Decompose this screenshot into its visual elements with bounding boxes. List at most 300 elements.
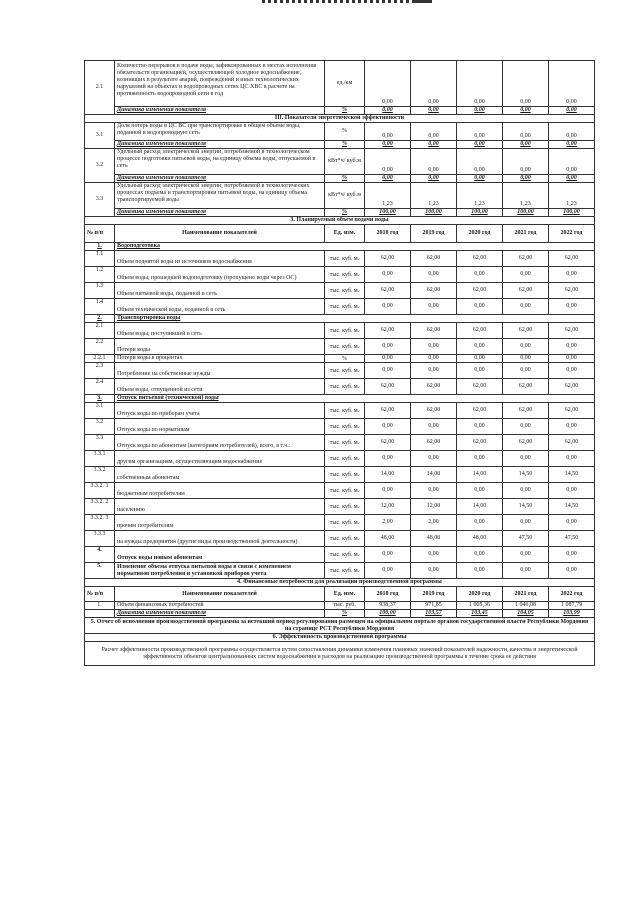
unit-cell: тыс. куб. м. bbox=[325, 467, 365, 483]
value-cell: 0,00 bbox=[457, 61, 503, 107]
table-row bbox=[85, 175, 595, 183]
value-cell: 0,00 bbox=[503, 563, 549, 579]
value-cell: 0,00 bbox=[549, 107, 595, 115]
value-cell: 62,00 bbox=[411, 435, 457, 451]
value-cell: 0,00 bbox=[457, 363, 503, 379]
table-row bbox=[85, 283, 595, 299]
value-cell: 62,00 bbox=[457, 251, 503, 267]
value-cell: 0,00 bbox=[503, 451, 549, 467]
value-cell: 0,00 bbox=[503, 175, 549, 183]
value-cell: 14,50 bbox=[503, 499, 549, 515]
row-number: 1. bbox=[85, 243, 115, 251]
value-cell: 0,00 bbox=[549, 61, 595, 107]
value-cell: 62,00 bbox=[503, 251, 549, 267]
indicator-name: бюджетным потребителям bbox=[115, 483, 325, 499]
table-row bbox=[85, 610, 595, 618]
scan-mark bbox=[412, 0, 432, 3]
table-row bbox=[85, 225, 595, 243]
table-row bbox=[85, 602, 595, 610]
unit-cell: тыс. куб. м. bbox=[325, 531, 365, 547]
row-number: 3.3.2 bbox=[85, 467, 115, 483]
value-cell: 0,00 bbox=[503, 61, 549, 107]
table-row bbox=[85, 618, 595, 634]
row-number: 3.3.2. 1 bbox=[85, 483, 115, 499]
value-cell: 14,00 bbox=[457, 499, 503, 515]
table-row bbox=[85, 395, 595, 403]
indicator-name: собственным абонентам bbox=[115, 467, 325, 483]
value-cell: 0,00 bbox=[365, 61, 411, 107]
value-cell: 0,00 bbox=[503, 515, 549, 531]
unit-cell: тыс. куб. м. bbox=[325, 451, 365, 467]
value-cell: 100,00 bbox=[549, 209, 595, 217]
value-cell: 0,00 bbox=[365, 355, 411, 363]
value-cell: 0,00 bbox=[457, 107, 503, 115]
unit-cell: тыс. куб. м. bbox=[325, 515, 365, 531]
value-cell: 47,50 bbox=[549, 531, 595, 547]
row-number: 1. bbox=[85, 602, 115, 610]
section-title: 3. Планируемый объем подачи воды bbox=[85, 217, 595, 225]
efficiency-paragraph: Расчет эффективности производственной программы осуществляется путем сопоставления динамики изменения плановых значений показателей надежности, качества и энергетической эффективности объектов централизованных систем водоснабжения и расходов на реализацию производственной программы в течение срока ее действия bbox=[85, 642, 595, 666]
indicator-name: Объем технической воды, поданной в сеть bbox=[115, 299, 325, 315]
value-cell: 0,00 bbox=[365, 141, 411, 149]
indicator-name: Объем воды, поступившей в сеть bbox=[115, 323, 325, 339]
row-number: 3.3.2. 2 bbox=[85, 499, 115, 515]
value-cell: 0,00 bbox=[411, 149, 457, 175]
row-number: 3.2 bbox=[85, 419, 115, 435]
value-cell: 62,00 bbox=[365, 403, 411, 419]
value-cell: 0,00 bbox=[503, 141, 549, 149]
value-cell: 62,00 bbox=[365, 323, 411, 339]
value-cell: 0,00 bbox=[457, 267, 503, 283]
dynamics-label: Динамика изменения показателя bbox=[115, 209, 325, 217]
row-number: 3.3.3 bbox=[85, 531, 115, 547]
table-row bbox=[85, 483, 595, 499]
row-number: 3.2 bbox=[85, 149, 115, 183]
table-row bbox=[85, 251, 595, 267]
row-number: 2.3 bbox=[85, 363, 115, 379]
value-cell: 0,00 bbox=[457, 563, 503, 579]
value-cell: 2,00 bbox=[365, 515, 411, 531]
table-row bbox=[85, 531, 595, 547]
value-cell: 0,00 bbox=[457, 355, 503, 363]
row-number: 5. bbox=[85, 563, 115, 579]
value-cell: 0,00 bbox=[365, 175, 411, 183]
table-row bbox=[85, 642, 595, 666]
value-cell: 62,00 bbox=[457, 379, 503, 395]
dynamics-label: Динамика изменения показателя bbox=[115, 107, 325, 115]
value-cell: 62,00 bbox=[503, 379, 549, 395]
indicator-name: Отпуск воды новым абонентам bbox=[115, 547, 325, 563]
value-cell: 62,00 bbox=[365, 379, 411, 395]
row-number: 3.3.1 bbox=[85, 451, 115, 467]
table-row bbox=[85, 217, 595, 225]
value-cell: 0,00 bbox=[411, 267, 457, 283]
table-row bbox=[85, 403, 595, 419]
value-cell: 0,00 bbox=[365, 363, 411, 379]
row-number: 2.1 bbox=[85, 61, 115, 115]
value-cell: 0,00 bbox=[549, 267, 595, 283]
value-cell: 0,00 bbox=[549, 451, 595, 467]
group-title: Отпуск питьевой (технической) воды bbox=[115, 395, 595, 403]
value-cell: 0,00 bbox=[549, 123, 595, 141]
value-cell: 1,23 bbox=[549, 183, 595, 209]
table-row bbox=[85, 183, 595, 209]
unit-cell: ед./км bbox=[325, 61, 365, 107]
value-cell: 0,00 bbox=[365, 483, 411, 499]
indicator-name: прочим потребителям bbox=[115, 515, 325, 531]
year-header: 2022 год bbox=[549, 587, 595, 602]
group-title: Транспортировка воды bbox=[115, 315, 595, 323]
table-row bbox=[85, 355, 595, 363]
value-cell: 938,37 bbox=[365, 602, 411, 610]
value-cell: 62,00 bbox=[549, 323, 595, 339]
value-cell: 0,00 bbox=[457, 175, 503, 183]
value-cell: 62,00 bbox=[503, 435, 549, 451]
value-cell: 0,00 bbox=[411, 123, 457, 141]
value-cell: 14,50 bbox=[549, 467, 595, 483]
row-number: 1.2 bbox=[85, 267, 115, 283]
value-cell: 0,00 bbox=[411, 563, 457, 579]
value-cell: 2,00 bbox=[411, 515, 457, 531]
value-cell: 0,00 bbox=[549, 339, 595, 355]
value-cell: 0,00 bbox=[411, 339, 457, 355]
indicator-name: Удельный расход электрической энергии, потребляемой в технологических процессах подъема и транспортировки питьевой воды, на единицу объема транспортируемой воды bbox=[115, 183, 325, 209]
indicator-name: Потребление на собственные нужды bbox=[115, 363, 325, 379]
table-row bbox=[85, 515, 595, 531]
value-cell: 103,45 bbox=[457, 610, 503, 618]
value-cell: 62,00 bbox=[549, 283, 595, 299]
header-cell: № п/п bbox=[85, 225, 115, 243]
indicator-name: Отпуск воды по приборам учета bbox=[115, 403, 325, 419]
group-title: Водоподготовка bbox=[115, 243, 595, 251]
value-cell: 0,00 bbox=[503, 149, 549, 175]
table-row bbox=[85, 451, 595, 467]
value-cell: 0,00 bbox=[503, 419, 549, 435]
indicator-name: Количество перерывов в подаче воды, зафиксированных в местах исполнения обязательств организацией, осуществляющей холодное водоснабжение, возникших в результате аварий, повреждений и иных технологических нарушений на объектах и водопроводных сетях ЦС ХВС в расчете на протяженность водопроводной сети в год bbox=[115, 61, 325, 107]
value-cell: 0,00 bbox=[549, 299, 595, 315]
value-cell: 0,00 bbox=[411, 547, 457, 563]
value-cell: 0,00 bbox=[365, 123, 411, 141]
section-title: 4. Финансовые потребности для реализации производственной программы bbox=[85, 579, 595, 587]
value-cell: 0,00 bbox=[503, 355, 549, 363]
value-cell: 0,00 bbox=[411, 107, 457, 115]
indicator-name: Объем питьевой воды, поданной в сеть bbox=[115, 283, 325, 299]
section-title: 5. Отчет об исполнении производственной программы за истекший период регулирования размещен на официальном портале органов государственной власти Республики Мордовия на странице РСТ Республики Мордовия bbox=[85, 618, 595, 634]
value-cell: 14,00 bbox=[411, 467, 457, 483]
unit-cell: тыс. куб. м. bbox=[325, 267, 365, 283]
table-row bbox=[85, 563, 595, 579]
value-cell: 0,00 bbox=[411, 483, 457, 499]
value-cell: 0,00 bbox=[457, 419, 503, 435]
value-cell: 62,00 bbox=[457, 323, 503, 339]
row-number: 2.4 bbox=[85, 379, 115, 395]
unit-cell: % bbox=[325, 175, 365, 183]
value-cell: 0,00 bbox=[457, 299, 503, 315]
table-row bbox=[85, 435, 595, 451]
table-row bbox=[85, 363, 595, 379]
value-cell: 62,00 bbox=[365, 435, 411, 451]
row-number: 2.1 bbox=[85, 323, 115, 339]
value-cell: 0,00 bbox=[549, 355, 595, 363]
value-cell: 0,00 bbox=[549, 547, 595, 563]
indicator-name: на нужды предприятия (другие виды производственной деятельности) bbox=[115, 531, 325, 547]
value-cell: 0,00 bbox=[365, 267, 411, 283]
value-cell: 103,57 bbox=[411, 610, 457, 618]
unit-cell: тыс. куб. м. bbox=[325, 251, 365, 267]
value-cell: 62,00 bbox=[549, 435, 595, 451]
unit-cell: % bbox=[325, 209, 365, 217]
table-row bbox=[85, 123, 595, 141]
value-cell: 62,00 bbox=[549, 403, 595, 419]
table-row bbox=[85, 587, 595, 602]
value-cell: 62,00 bbox=[503, 283, 549, 299]
value-cell: 0,00 bbox=[411, 355, 457, 363]
value-cell: 0,00 bbox=[549, 483, 595, 499]
value-cell: 14,00 bbox=[365, 467, 411, 483]
value-cell: 0,00 bbox=[457, 547, 503, 563]
unit-cell: % bbox=[325, 355, 365, 363]
header-cell: Наименование показателей bbox=[115, 225, 325, 243]
row-number: 3.3.2. 3 bbox=[85, 515, 115, 531]
indicator-name: Объем воды, прошедшей водоподготовку (пропущено воды через ОС) bbox=[115, 267, 325, 283]
row-number: 2.2.1 bbox=[85, 355, 115, 363]
value-cell: 1,23 bbox=[365, 183, 411, 209]
value-cell: 0,00 bbox=[503, 483, 549, 499]
unit-cell: тыс. куб. м. bbox=[325, 363, 365, 379]
value-cell: 0,00 bbox=[549, 175, 595, 183]
program-table bbox=[84, 60, 595, 666]
value-cell: 1 087,79 bbox=[549, 602, 595, 610]
value-cell: 104,05 bbox=[503, 610, 549, 618]
table-row bbox=[85, 499, 595, 515]
value-cell: 1 005,36 bbox=[457, 602, 503, 610]
value-cell: 0,00 bbox=[365, 107, 411, 115]
value-cell: 0,00 bbox=[365, 149, 411, 175]
value-cell: 62,00 bbox=[365, 283, 411, 299]
value-cell: 1,23 bbox=[503, 183, 549, 209]
value-cell: 62,00 bbox=[457, 435, 503, 451]
table-row bbox=[85, 209, 595, 217]
unit-cell: % bbox=[325, 141, 365, 149]
header-cell: Наименование показателей bbox=[115, 587, 325, 602]
value-cell: 14,50 bbox=[549, 499, 595, 515]
value-cell: 0,00 bbox=[549, 141, 595, 149]
header-cell: Ед. изм. bbox=[325, 587, 365, 602]
value-cell: 0,00 bbox=[549, 363, 595, 379]
value-cell: 62,00 bbox=[365, 251, 411, 267]
indicator-name: Объем финансовых потребностей bbox=[115, 602, 325, 610]
value-cell: 0,00 bbox=[457, 515, 503, 531]
table-row bbox=[85, 379, 595, 395]
value-cell: 100,00 bbox=[365, 209, 411, 217]
unit-cell: тыс. куб. м. bbox=[325, 339, 365, 355]
scan-mark bbox=[262, 0, 412, 3]
row-number: 3.3 bbox=[85, 183, 115, 217]
row-number: 4. bbox=[85, 547, 115, 563]
value-cell: 0,00 bbox=[457, 339, 503, 355]
row-number: 3.3 bbox=[85, 435, 115, 451]
value-cell: 0,00 bbox=[549, 515, 595, 531]
table-row bbox=[85, 267, 595, 283]
value-cell: 0,00 bbox=[503, 339, 549, 355]
value-cell: 0,00 bbox=[503, 107, 549, 115]
value-cell: 12,00 bbox=[411, 499, 457, 515]
indicator-name: Отпуск воды по нормативам bbox=[115, 419, 325, 435]
value-cell: 1,23 bbox=[411, 183, 457, 209]
value-cell: 0,00 bbox=[549, 149, 595, 175]
table-row bbox=[85, 419, 595, 435]
value-cell: 12,00 bbox=[365, 499, 411, 515]
value-cell: 100,00 bbox=[411, 209, 457, 217]
unit-cell: кВт*ч/ куб.м bbox=[325, 183, 365, 209]
unit-cell: % bbox=[325, 123, 365, 141]
value-cell: 100,00 bbox=[457, 209, 503, 217]
table-row bbox=[85, 547, 595, 563]
value-cell: 62,00 bbox=[411, 379, 457, 395]
value-cell: 971,85 bbox=[411, 602, 457, 610]
value-cell: 62,00 bbox=[411, 403, 457, 419]
unit-cell: тыс. куб. м. bbox=[325, 419, 365, 435]
row-number: 1.4 bbox=[85, 299, 115, 315]
unit-cell: % bbox=[325, 107, 365, 115]
row-number: 3.1 bbox=[85, 123, 115, 149]
indicator-name: другим организациям, осуществляющим водоснабжение bbox=[115, 451, 325, 467]
value-cell: 0,00 bbox=[411, 451, 457, 467]
value-cell: 47,50 bbox=[503, 531, 549, 547]
value-cell: 48,00 bbox=[411, 531, 457, 547]
row-number: 2. bbox=[85, 315, 115, 323]
section-title: 6. Эффективность производственной программы bbox=[85, 634, 595, 642]
row-number: 2.2 bbox=[85, 339, 115, 355]
value-cell: 62,00 bbox=[457, 283, 503, 299]
year-header: 2021 год bbox=[503, 225, 549, 243]
value-cell: 0,00 bbox=[365, 563, 411, 579]
value-cell: 0,00 bbox=[503, 299, 549, 315]
year-header: 2022 год bbox=[549, 225, 595, 243]
unit-cell: кВт*ч/ куб.м bbox=[325, 149, 365, 175]
row-number: 1.1 bbox=[85, 251, 115, 267]
unit-cell: тыс. куб. м. bbox=[325, 379, 365, 395]
table-row bbox=[85, 141, 595, 149]
table-row bbox=[85, 149, 595, 175]
unit-cell: тыс. куб. м. bbox=[325, 299, 365, 315]
value-cell: 62,00 bbox=[411, 251, 457, 267]
indicator-name: Изменение объема отпуска питьевой воды в связи с изменением нормативов потребления и установкой приборов учета bbox=[115, 563, 325, 579]
value-cell: 0,00 bbox=[411, 299, 457, 315]
value-cell: 1 046,08 bbox=[503, 602, 549, 610]
header-cell: Ед. изм. bbox=[325, 225, 365, 243]
header-cell: № п/п bbox=[85, 587, 115, 602]
indicator-name: Отпуск воды по абонентам (категориям потребителей), всего, в т.ч.: bbox=[115, 435, 325, 451]
row-number: 3.1 bbox=[85, 403, 115, 419]
value-cell: 0,00 bbox=[411, 61, 457, 107]
table-row bbox=[85, 61, 595, 107]
dynamics-label: Динамика изменения показателя bbox=[115, 175, 325, 183]
value-cell: 14,50 bbox=[503, 467, 549, 483]
year-header: 2020 год bbox=[457, 225, 503, 243]
table-row bbox=[85, 107, 595, 115]
year-header: 2018 год bbox=[365, 225, 411, 243]
table-row bbox=[85, 323, 595, 339]
value-cell: 100,00 bbox=[365, 610, 411, 618]
value-cell: 0,00 bbox=[411, 175, 457, 183]
value-cell: 0,00 bbox=[365, 547, 411, 563]
row-number: 3. bbox=[85, 395, 115, 403]
indicator-name: Динамика изменения показателя bbox=[115, 610, 325, 618]
value-cell: 0,00 bbox=[549, 419, 595, 435]
value-cell: 0,00 bbox=[365, 299, 411, 315]
indicator-name: Потери воды в процентах bbox=[115, 355, 325, 363]
indicator-name: Объем поднятой воды из источников водоснабжения bbox=[115, 251, 325, 267]
value-cell: 62,00 bbox=[411, 323, 457, 339]
value-cell: 103,99 bbox=[549, 610, 595, 618]
value-cell: 0,00 bbox=[411, 141, 457, 149]
value-cell: 0,00 bbox=[549, 563, 595, 579]
document-sheet bbox=[84, 60, 594, 666]
value-cell: 48,00 bbox=[457, 531, 503, 547]
value-cell: 0,00 bbox=[457, 123, 503, 141]
unit-cell: тыс. куб. м. bbox=[325, 547, 365, 563]
unit-cell: тыс. куб. м. bbox=[325, 323, 365, 339]
value-cell: 0,00 bbox=[457, 483, 503, 499]
value-cell: 0,00 bbox=[457, 141, 503, 149]
year-header: 2019 год bbox=[411, 587, 457, 602]
value-cell: 62,00 bbox=[457, 403, 503, 419]
table-row bbox=[85, 339, 595, 355]
table-row bbox=[85, 315, 595, 323]
unit-cell: тыс. куб. м. bbox=[325, 499, 365, 515]
value-cell: 100,00 bbox=[503, 209, 549, 217]
value-cell: 0,00 bbox=[365, 339, 411, 355]
unit-cell: тыс. куб. м. bbox=[325, 283, 365, 299]
value-cell: 62,00 bbox=[411, 283, 457, 299]
section-title: III. Показатели энергетической эффективности bbox=[85, 115, 595, 123]
year-header: 2019 год bbox=[411, 225, 457, 243]
table-row bbox=[85, 243, 595, 251]
value-cell: 0,00 bbox=[503, 123, 549, 141]
unit-cell: тыс. куб. м. bbox=[325, 563, 365, 579]
year-header: 2018 год bbox=[365, 587, 411, 602]
unit-cell: % bbox=[325, 610, 365, 618]
value-cell: 62,00 bbox=[503, 323, 549, 339]
indicator-name: Удельный расход электрической энергии, потребляемой в технологическом процессе подготовки питьевой воды, на единицу объема воды, отпускаемой в сеть bbox=[115, 149, 325, 175]
value-cell: 0,00 bbox=[411, 419, 457, 435]
indicator-name: Объем воды, отпущенной из сети bbox=[115, 379, 325, 395]
value-cell: 62,00 bbox=[549, 251, 595, 267]
unit-cell: тыс. куб. м. bbox=[325, 483, 365, 499]
value-cell: 0,00 bbox=[503, 547, 549, 563]
value-cell: 48,00 bbox=[365, 531, 411, 547]
year-header: 2021 год bbox=[503, 587, 549, 602]
value-cell: 0,00 bbox=[411, 363, 457, 379]
value-cell: 0,00 bbox=[503, 363, 549, 379]
table-row bbox=[85, 579, 595, 587]
table-row bbox=[85, 299, 595, 315]
table-row bbox=[85, 115, 595, 123]
value-cell: 0,00 bbox=[503, 267, 549, 283]
table-row bbox=[85, 634, 595, 642]
table-row bbox=[85, 467, 595, 483]
dynamics-label: Динамика изменения показателя bbox=[115, 141, 325, 149]
value-cell: 1,23 bbox=[457, 183, 503, 209]
value-cell: 0,00 bbox=[457, 149, 503, 175]
unit-cell: тыс. руб. bbox=[325, 602, 365, 610]
unit-cell: тыс. куб. м. bbox=[325, 403, 365, 419]
value-cell: 0,00 bbox=[365, 451, 411, 467]
unit-cell: тыс. куб. м. bbox=[325, 435, 365, 451]
indicator-name: населению bbox=[115, 499, 325, 515]
value-cell: 0,00 bbox=[365, 419, 411, 435]
